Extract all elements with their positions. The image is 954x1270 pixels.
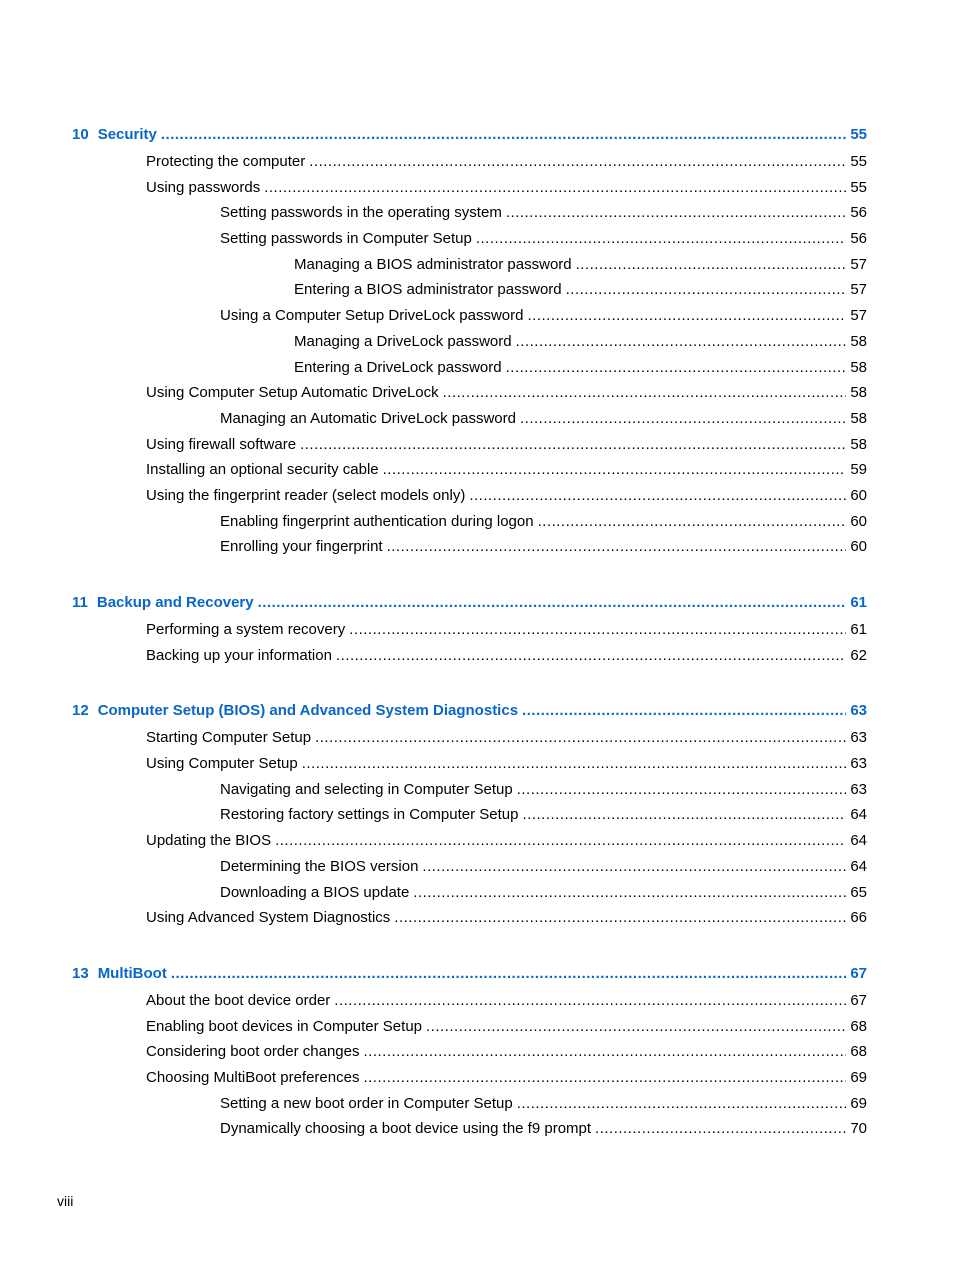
toc-section-entry[interactable] xyxy=(72,725,867,751)
toc-chapter-entry[interactable] xyxy=(72,121,867,149)
toc-section-entry[interactable] xyxy=(72,380,867,406)
dot-leader xyxy=(309,149,846,175)
dot-leader xyxy=(161,121,846,149)
dot-leader xyxy=(517,777,847,803)
dot-leader xyxy=(383,457,847,483)
entry-page-number: 57 xyxy=(850,281,867,299)
entry-title: Entering a BIOS administrator password xyxy=(294,281,562,299)
dot-leader xyxy=(476,226,847,252)
toc-section-entry[interactable] xyxy=(72,988,867,1014)
entry-page-number: 61 xyxy=(850,621,867,638)
toc-section-entry[interactable] xyxy=(72,534,867,560)
chapter-number: 12 xyxy=(72,702,89,720)
entry-title: MultiBoot xyxy=(97,964,167,982)
entry-title: Using Computer Setup Automatic DriveLock xyxy=(146,384,439,402)
entry-page-number: 68 xyxy=(850,1043,867,1061)
toc-section-entry[interactable] xyxy=(72,802,867,828)
dot-leader xyxy=(595,1116,846,1142)
entry-title: Choosing MultiBoot preferences xyxy=(146,1068,360,1086)
dot-leader xyxy=(527,303,846,329)
entry-page-number: 56 xyxy=(850,230,867,248)
entry-title: Considering boot order changes xyxy=(146,1043,360,1061)
toc-section-entry[interactable] xyxy=(72,880,867,906)
toc-chapter-entry[interactable] xyxy=(72,589,867,617)
toc-section-entry[interactable] xyxy=(72,200,867,226)
entry-page-number: 62 xyxy=(850,646,867,664)
dot-leader xyxy=(171,960,846,988)
toc-section-entry[interactable] xyxy=(72,828,867,854)
toc-section-entry[interactable] xyxy=(72,303,867,329)
entry-title: Using firewall software xyxy=(146,435,297,453)
entry-page-number: 63 xyxy=(850,702,867,720)
entry-title: Setting a new boot order in Computer Setup xyxy=(220,1094,513,1112)
entry-page-number: 63 xyxy=(850,729,867,747)
toc-section-entry[interactable] xyxy=(72,1091,867,1117)
dot-leader xyxy=(363,1039,846,1065)
entry-page-number: 59 xyxy=(850,461,867,479)
entry-title: Using Computer Setup xyxy=(146,755,298,773)
dot-leader xyxy=(538,509,847,535)
dot-leader xyxy=(413,880,846,906)
dot-leader xyxy=(443,380,847,406)
entry-title: Setting passwords in Computer Setup xyxy=(220,230,472,248)
entry-page-number: 70 xyxy=(850,1120,867,1138)
entry-title: Entering a DriveLock password xyxy=(294,358,502,376)
entry-page-number: 56 xyxy=(850,204,867,222)
toc-section-entry[interactable] xyxy=(72,149,867,175)
dot-leader xyxy=(469,483,846,509)
dot-leader xyxy=(258,589,847,617)
dot-leader xyxy=(349,617,846,643)
entry-page-number: 58 xyxy=(850,409,867,427)
entry-page-number: 58 xyxy=(850,358,867,376)
dot-leader xyxy=(520,406,846,432)
dot-leader xyxy=(576,252,847,278)
dot-leader xyxy=(336,643,846,669)
toc-section-entry[interactable] xyxy=(72,252,867,278)
chapter-number: 10 xyxy=(72,126,89,143)
page-number: viii xyxy=(57,1193,74,1209)
entry-page-number: 69 xyxy=(850,1094,867,1112)
entry-title: Restoring factory settings in Computer Setup xyxy=(220,806,519,824)
dot-leader xyxy=(522,697,846,725)
entry-page-number: 68 xyxy=(850,1017,867,1035)
dot-leader xyxy=(264,175,846,201)
entry-title: Performing a system recovery xyxy=(146,621,346,638)
chapter-number: 11 xyxy=(72,594,88,611)
dot-leader xyxy=(506,200,846,226)
toc-section-entry[interactable] xyxy=(72,226,867,252)
entry-page-number: 55 xyxy=(850,153,867,170)
toc-section-entry[interactable] xyxy=(72,175,867,201)
dot-leader xyxy=(275,828,846,854)
entry-page-number: 63 xyxy=(850,780,867,798)
entry-title: Dynamically choosing a boot device using the f9 prompt xyxy=(220,1120,592,1138)
toc-chapter-entry[interactable] xyxy=(72,697,867,725)
entry-page-number: 61 xyxy=(850,594,867,611)
toc-section-entry[interactable] xyxy=(72,483,867,509)
dot-leader xyxy=(302,751,847,777)
toc-section-entry[interactable] xyxy=(72,457,867,483)
toc-section-entry[interactable] xyxy=(72,643,867,669)
entry-page-number: 55 xyxy=(850,178,867,196)
entry-page-number: 67 xyxy=(850,964,867,982)
entry-title: Protecting the computer xyxy=(146,153,306,170)
entry-page-number: 64 xyxy=(850,806,867,824)
dot-leader xyxy=(315,725,846,751)
entry-page-number: 64 xyxy=(850,857,867,875)
entry-title: Managing a BIOS administrator password xyxy=(294,255,572,273)
entry-page-number: 60 xyxy=(850,486,867,504)
dot-leader xyxy=(387,534,847,560)
entry-page-number: 64 xyxy=(850,832,867,850)
chapter-number: 13 xyxy=(72,964,89,982)
dot-leader xyxy=(566,277,847,303)
toc-section-entry[interactable] xyxy=(72,777,867,803)
dot-leader xyxy=(426,1014,846,1040)
dot-leader xyxy=(334,988,846,1014)
dot-leader xyxy=(516,329,847,355)
entry-page-number: 58 xyxy=(850,332,867,350)
entry-title: Managing a DriveLock password xyxy=(294,332,512,350)
entry-title: Enrolling your fingerprint xyxy=(220,538,383,556)
entry-title: Navigating and selecting in Computer Setup xyxy=(220,780,513,798)
entry-title: About the boot device order xyxy=(146,991,331,1009)
entry-title: Enabling fingerprint authentication during logon xyxy=(220,512,534,530)
entry-title: Starting Computer Setup xyxy=(146,729,312,747)
toc-section-entry[interactable] xyxy=(72,751,867,777)
entry-title: Using a Computer Setup DriveLock password xyxy=(220,307,524,325)
entry-title: Downloading a BIOS update xyxy=(220,883,410,901)
entry-title: Computer Setup (BIOS) and Advanced System Diagnostics xyxy=(97,702,519,720)
toc-section-entry[interactable] xyxy=(72,355,867,381)
toc-section-entry[interactable] xyxy=(72,406,867,432)
table-of-contents xyxy=(72,121,867,1142)
toc-section-entry[interactable] xyxy=(72,905,867,931)
entry-title: Using passwords xyxy=(146,178,261,196)
toc-section-entry[interactable] xyxy=(72,277,867,303)
entry-page-number: 67 xyxy=(850,991,867,1009)
entry-page-number: 58 xyxy=(850,384,867,402)
entry-title: Backing up your information xyxy=(146,646,332,664)
entry-page-number: 57 xyxy=(850,255,867,273)
dot-leader xyxy=(517,1091,847,1117)
entry-page-number: 66 xyxy=(850,909,867,927)
entry-page-number: 57 xyxy=(850,307,867,325)
entry-page-number: 60 xyxy=(850,538,867,556)
toc-section-entry[interactable] xyxy=(72,1039,867,1065)
toc-section-entry[interactable] xyxy=(72,509,867,535)
dot-leader xyxy=(300,432,846,458)
entry-title: Using the fingerprint reader (select models only) xyxy=(146,486,466,504)
entry-page-number: 55 xyxy=(850,126,867,143)
entry-title: Updating the BIOS xyxy=(146,832,272,850)
entry-page-number: 69 xyxy=(850,1068,867,1086)
entry-title: Enabling boot devices in Computer Setup xyxy=(146,1017,423,1035)
entry-title: Using Advanced System Diagnostics xyxy=(146,909,391,927)
entry-title: Determining the BIOS version xyxy=(220,857,419,875)
dot-leader xyxy=(363,1065,846,1091)
toc-section-entry[interactable] xyxy=(72,1014,867,1040)
dot-leader xyxy=(506,355,847,381)
toc-section-entry[interactable] xyxy=(72,1116,867,1142)
entry-title: Setting passwords in the operating system xyxy=(220,204,502,222)
toc-section-entry[interactable] xyxy=(72,432,867,458)
toc-section-entry[interactable] xyxy=(72,617,867,643)
entry-title: Installing an optional security cable xyxy=(146,461,379,479)
dot-leader xyxy=(422,854,846,880)
entry-title: Managing an Automatic DriveLock password xyxy=(220,409,516,427)
toc-section-entry[interactable] xyxy=(72,1065,867,1091)
entry-page-number: 63 xyxy=(850,755,867,773)
toc-section-entry[interactable] xyxy=(72,854,867,880)
entry-page-number: 60 xyxy=(850,512,867,530)
entry-title: Backup and Recovery xyxy=(96,594,254,611)
toc-chapter-entry[interactable] xyxy=(72,960,867,988)
toc-section-entry[interactable] xyxy=(72,329,867,355)
entry-page-number: 58 xyxy=(850,435,867,453)
entry-page-number: 65 xyxy=(850,883,867,901)
dot-leader xyxy=(522,802,846,828)
entry-title: Security xyxy=(97,126,157,143)
dot-leader xyxy=(394,905,846,931)
